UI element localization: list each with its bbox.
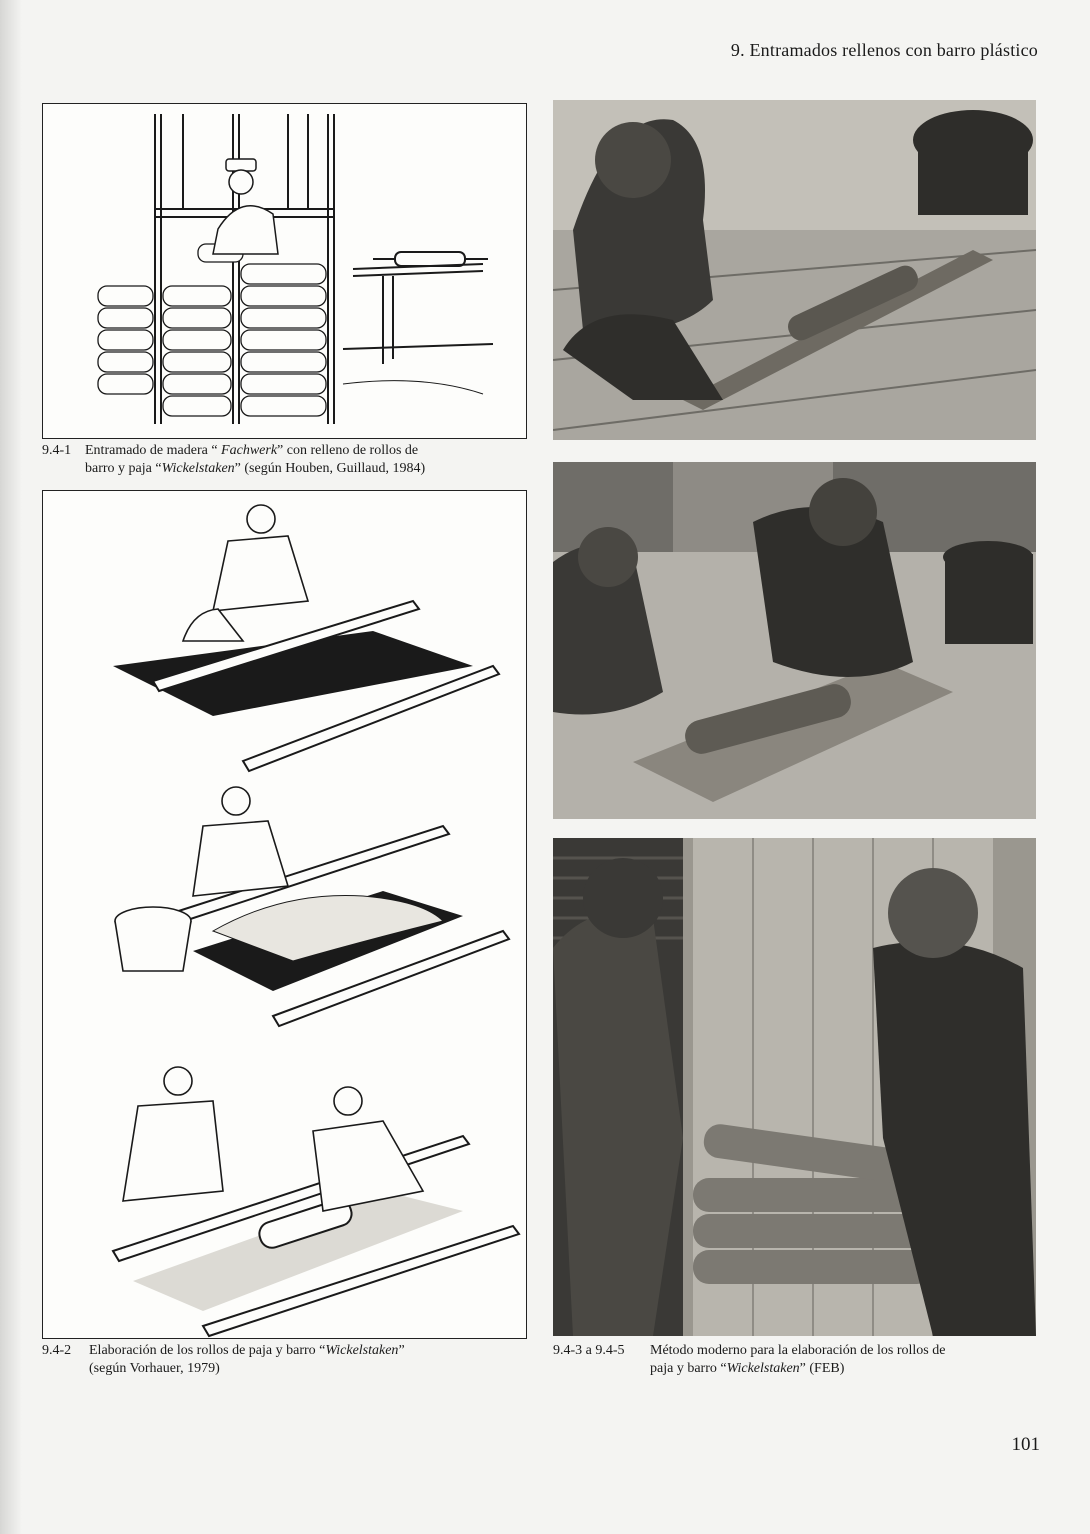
step-3-drawing xyxy=(113,1067,519,1336)
caption-line-1: Elaboración de los rollos de paja y barro “Wickelstaken” xyxy=(89,1343,405,1358)
figure-9-4-1-illustration xyxy=(42,103,527,439)
caption-number: 9.4-2 xyxy=(42,1343,72,1358)
step-2-drawing xyxy=(115,787,509,1026)
caption-9-4-2 xyxy=(42,1342,532,1380)
step-1-drawing xyxy=(113,505,499,771)
caption-line-1: Entramado de madera “ Fachwerk” con relleno de rollos de xyxy=(85,443,419,458)
caption-9-4-1 xyxy=(42,442,532,480)
caption-line-2: (según Vorhauer, 1979) xyxy=(89,1361,220,1376)
page-gutter-shadow xyxy=(0,0,22,1534)
caption-line-2: barro y paja “Wickelstaken” (según Houben, Guillaud, 1984) xyxy=(85,461,426,476)
page-number: 101 xyxy=(1011,1434,1040,1455)
figure-9-4-2-illustration xyxy=(42,490,527,1339)
caption-line-1: Método moderno para la elaboración de los rollos de xyxy=(650,1343,946,1358)
running-head: 9. Entramados rellenos con barro plástico xyxy=(730,40,1038,60)
photo-9-4-4 xyxy=(553,462,1036,819)
photo-9-4-5 xyxy=(553,838,1036,1336)
caption-number: 9.4-3 a 9.4-5 xyxy=(553,1343,625,1358)
caption-number: 9.4-1 xyxy=(42,443,72,458)
caption-9-4-3 xyxy=(553,1342,1063,1380)
caption-line-2: paja y barro “Wickelstaken” (FEB) xyxy=(650,1361,845,1376)
photo-9-4-3 xyxy=(553,100,1036,440)
